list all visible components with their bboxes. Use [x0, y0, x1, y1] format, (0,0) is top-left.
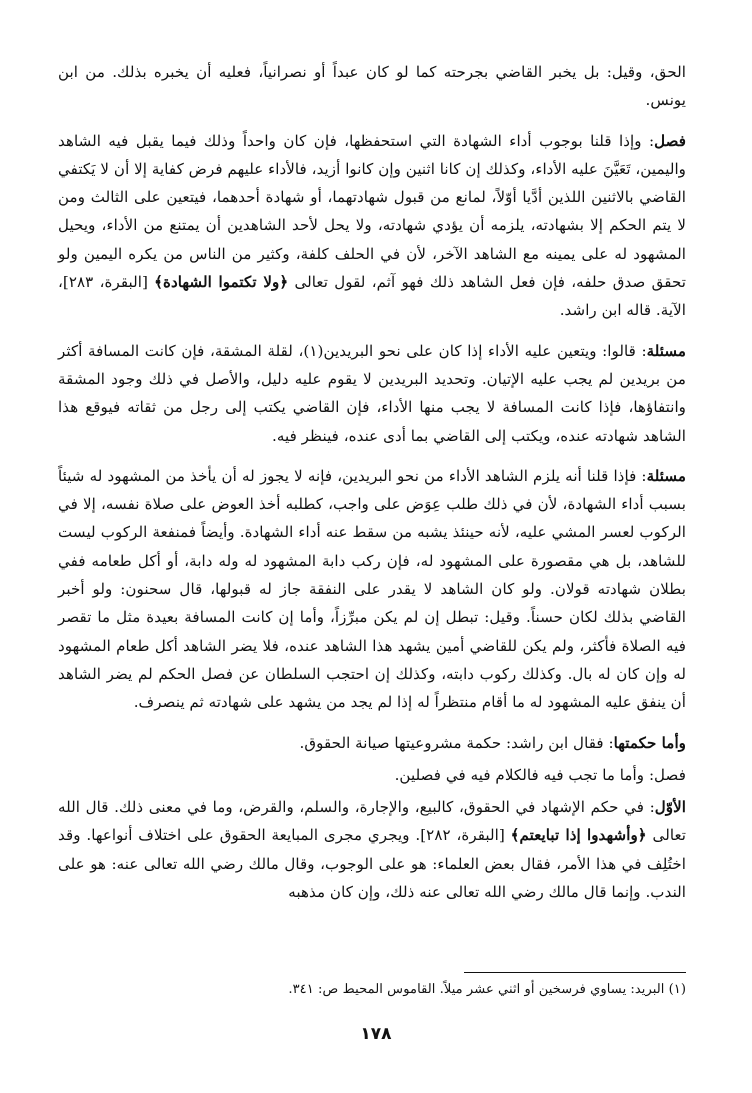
paragraph-2-text: : وإذا قلنا بوجوب أداء الشهادة التي استحفظها، فإن كان واحداً وذلك فيما يقبل فيه الشاهد واليمين، تَعَيَّنَ عليه الأداء، وكذلك إن كانا اثنين وإن كانوا أزيد، فالأداء عليهم فرض كفاية إلا أن لا يَكتفي القاضي بالاثنين اللذين أدَّيا أوّلاً، لمانع من قبول شهادتهما، أو شهادة أحدهما، فيتعين على الثالث ومن لا يتم الحكم إلا بشهادته، يلزمه أن يؤدي شهادته، ولا يحل لأحد الشاهدين أن يمتنع من الأداء، ويحيل المشهود له على يمينه مع الشاهد الآخر، لأن في الحلف كلفة، وكثير من الناس من يكره اليمين ولو تحقق صدق حلفه، فإن فعل الشاهد ذلك فهو آثم، لقول تعالى [58, 131, 687, 292]
paragraph-4-lead: مسئلة [646, 466, 686, 485]
paragraph-4 [58, 462, 686, 717]
paragraph-3-text: : قالوا: ويتعين عليه الأداء إذا كان على نحو البريدين(١)، لقلة المشقة، فإن كانت المسافة أكثر من بريدين لم يجب عليه الإتيان. وتحديد البريدين لا يقوم عليه دليل، والأصل في ذلك وجود المشقة وانتفاؤها، فإذا كانت المسافة لا يجب منها الأداء، فإن القاضي يكتب إلى رجل من ثقاته فيوقع هذا الشاهد شهادته عنده، ويكتب إلى القاضي بما أدى عنده، فينظر فيه. [58, 341, 686, 445]
paragraph-2-quran-quote: ﴿ولا تكتموا الشهادة﴾ [154, 273, 289, 292]
paragraph-7-lead: الأوّل [654, 798, 686, 817]
page-body [58, 58, 686, 918]
paragraph-7-tail: [البقرة، ٢٨٢]. ويجري مجرى المبايعة الحقوق على اختلاف أنواعها. وقد اختُلِف في هذا الأمر، فقال بعض العلماء: هو على الوجوب، وقال مالك رضي الله تعالى عنه: هو على الندب. وإنما قال مالك رضي الله تعالى عنه ذلك، وإن كان مذهبه [58, 826, 686, 902]
paragraph-2-lead: فصل [654, 131, 686, 150]
paragraph-2 [58, 127, 686, 325]
paragraph-5-lead: وأما حكمتها [613, 733, 686, 752]
paragraph-7-text: : في حكم الإشهاد في الحقوق، كالبيع، والإجارة، والسلم، والقرض، وما في معنى ذلك. قال الله تعالى [58, 798, 687, 845]
paragraph-5-text: : فقال ابن راشد: حكمة مشروعيتها صيانة الحقوق. [299, 733, 614, 752]
paragraph-7 [58, 793, 686, 906]
paragraph-2-tail: [البقرة، ٢٨٣]، الآية. قاله ابن راشد. [58, 273, 686, 320]
footnote: (١) البريد: يساوي فرسخين أو اثني عشر ميلاً. القاموس المحيط ص: ٣٤١. [288, 982, 686, 997]
paragraph-5 [58, 729, 686, 757]
paragraph-6-text: فصل: وأما ما تجب فيه فالكلام فيه في فصلين. [394, 765, 686, 784]
paragraph-6 [58, 761, 686, 789]
footnote-separator [464, 972, 686, 973]
paragraph-7-quran-quote: ﴿وأشهدوا إذا تبايعتم﴾ [510, 826, 647, 845]
paragraph-3-lead: مسئلة [646, 341, 686, 360]
page-number: ١٧٨ [360, 1024, 392, 1044]
paragraph-1-text: الحق، وقيل: بل يخبر القاضي بجرحته كما لو كان عبداً أو نصرانياً، فعليه أن يخبره بذلك. من ابن يونس. [58, 63, 686, 110]
paragraph-3 [58, 337, 686, 450]
paragraph-4-text: : فإذا قلنا أنه يلزم الشاهد الأداء من نحو البريدين، فإنه لا يجوز له أن يأخذ من المشهود له شيئاً بسبب أداء الشهادة، لأن في ذلك طلب عِوَض على واجب، كطلبه أخذ العوض على صلاة نفسه، إلا في الركوب لعسر المشي عليه، لأنه حينئذ يشبه من سقط عنه أداء الشهادة. وأيضاً فمنفعة الركوب ليست للشاهد، بل هي مقصورة على المشهود له، فإن ركب دابة المشهود له وله دابة، أو أكل طعامه ففي بطلان شهادته قولان. ولو كان الشاهد لا يقدر على النفقة جاز له قبولها، قال سحنون: ولو أخبر القاضي بذلك لكان حسناً. وقيل: تبطل إن لم يكن مبرِّزاً، وأما إن كانت المسافة بعيدة مثل ما تقصر فيه الصلاة فأكثر، ولم يكن للقاضي أمين يشهد هذا الشاهد عنده، فلا يضر الشاهد أكل طعام المشهود له وإن كان له بال. وكذلك ركوب دابته، وكذلك إن احتجب السلطان عن فصل الحكم لم يضر الشاهد أن ينفق عليه المشهود له ما أقام منتظراً له إذا لم يجد من يشهد على شهادته ثم ينصرف. [58, 466, 686, 712]
paragraph-1 [58, 58, 686, 115]
